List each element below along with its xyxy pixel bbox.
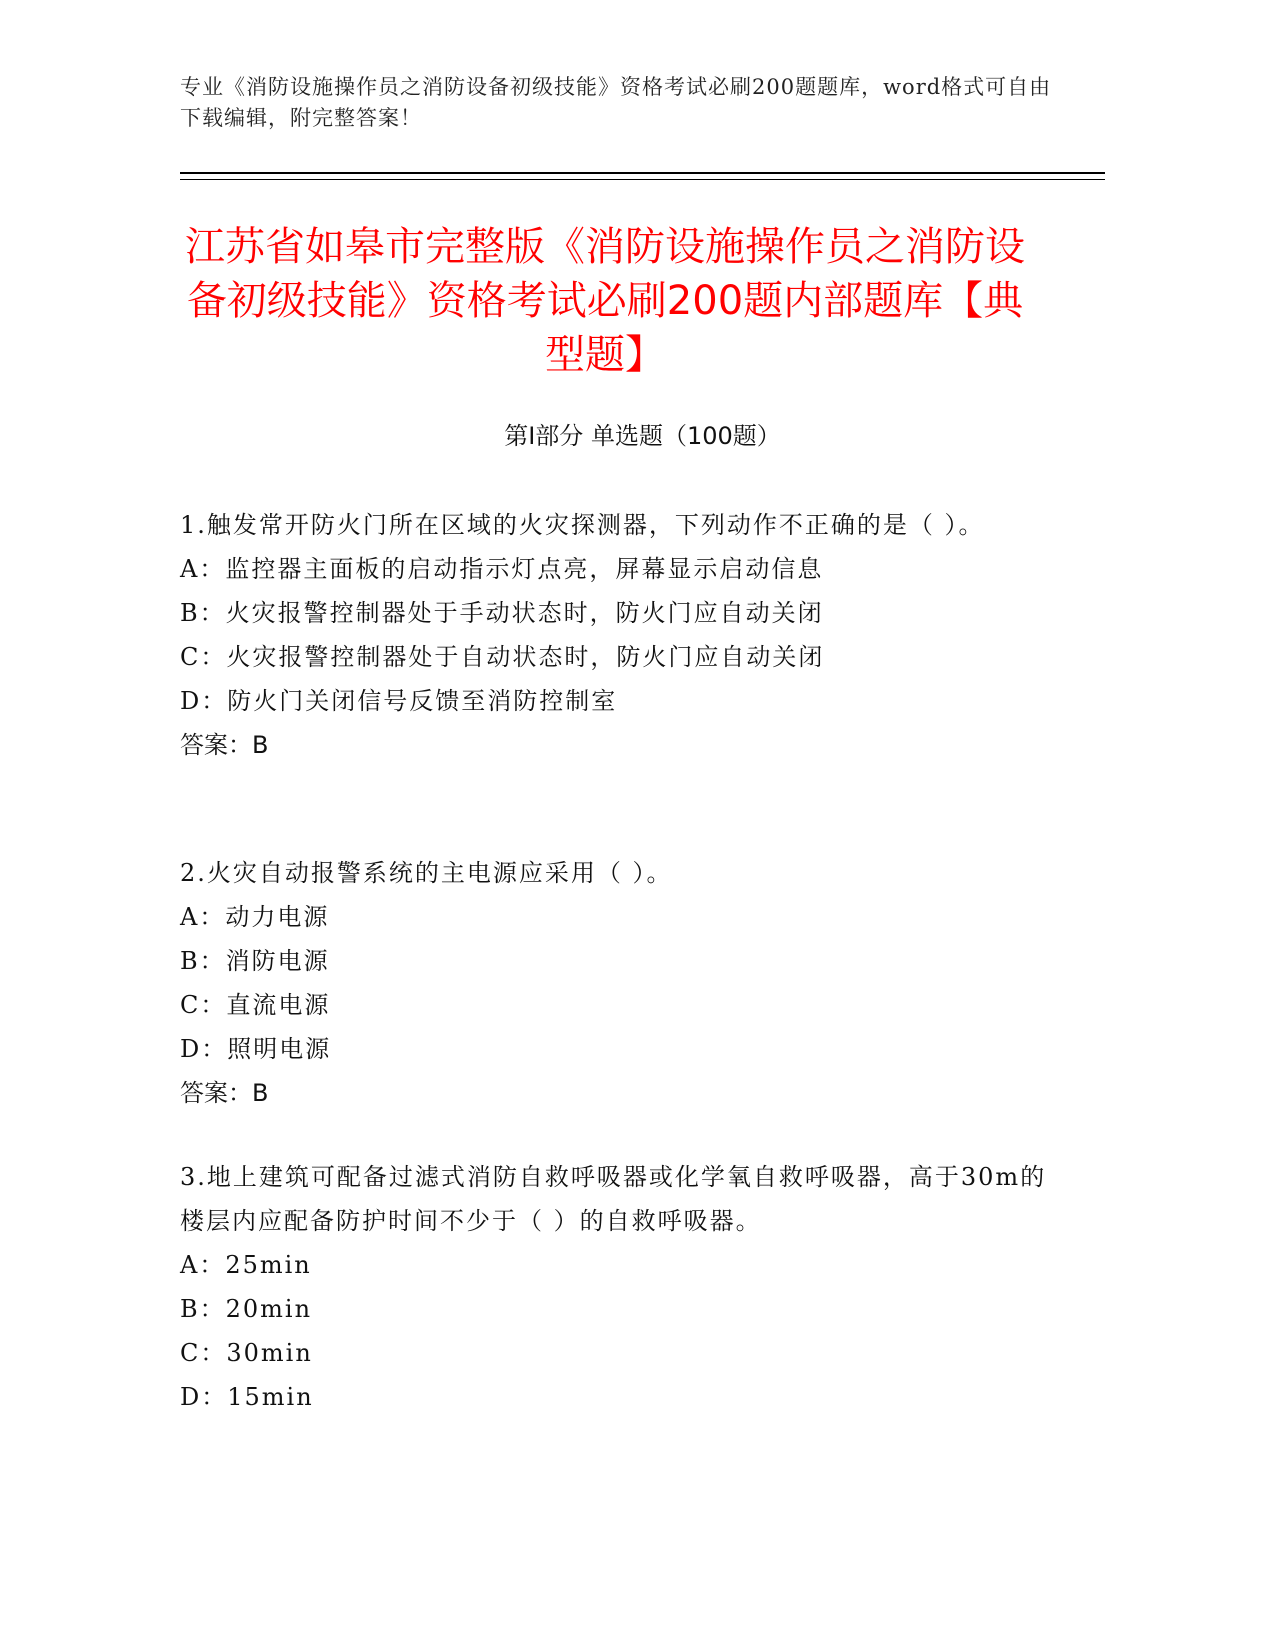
document-title: 江苏省如皋市完整版《消防设施操作员之消防设备初级技能》资格考试必刷200题内部题库【典型题】 (185, 224, 1025, 378)
option-b: B：消防电源 (180, 947, 330, 975)
question-1 (180, 503, 1060, 767)
option-c: C：直流电源 (180, 991, 331, 1019)
option-d: D：15min (180, 1383, 314, 1411)
answer-text: 答案：B (180, 1079, 269, 1107)
question-3 (180, 1155, 1060, 1419)
option-b: B：20min (180, 1295, 313, 1323)
header-divider-thin (180, 179, 1105, 180)
option-b: B：火灾报警控制器处于手动状态时，防火门应自动关闭 (180, 599, 824, 627)
header-note: 专业《消防设施操作员之消防设备初级技能》资格考试必刷200题题库，word格式可自由下载编辑，附完整答案！ (180, 75, 1052, 130)
option-a: A：25min (180, 1251, 312, 1279)
answer-text: 答案：B (180, 731, 269, 759)
section-heading: 第Ⅰ部分 单选题（100题） (504, 422, 781, 450)
option-a: A：动力电源 (180, 903, 330, 931)
option-a: A：监控器主面板的启动指示灯点亮，屏幕显示启动信息 (180, 555, 824, 583)
question-2 (180, 851, 1060, 1115)
question-stem: 1.触发常开防火门所在区域的火灾探测器，下列动作不正确的是（ ）。 (180, 511, 985, 539)
option-c: C：30min (180, 1339, 313, 1367)
option-c: C：火灾报警控制器处于自动状态时，防火门应自动关闭 (180, 643, 825, 671)
header-divider-thick (180, 172, 1105, 174)
question-stem: 3.地上建筑可配备过滤式消防自救呼吸器或化学氧自救呼吸器，高于30m的楼层内应配备防护时间不少于（ ）的自救呼吸器。 (180, 1163, 1047, 1235)
question-stem: 2.火灾自动报警系统的主电源应采用（ ）。 (180, 859, 673, 887)
option-d: D：照明电源 (180, 1035, 332, 1063)
option-d: D：防火门关闭信号反馈至消防控制室 (180, 687, 618, 715)
